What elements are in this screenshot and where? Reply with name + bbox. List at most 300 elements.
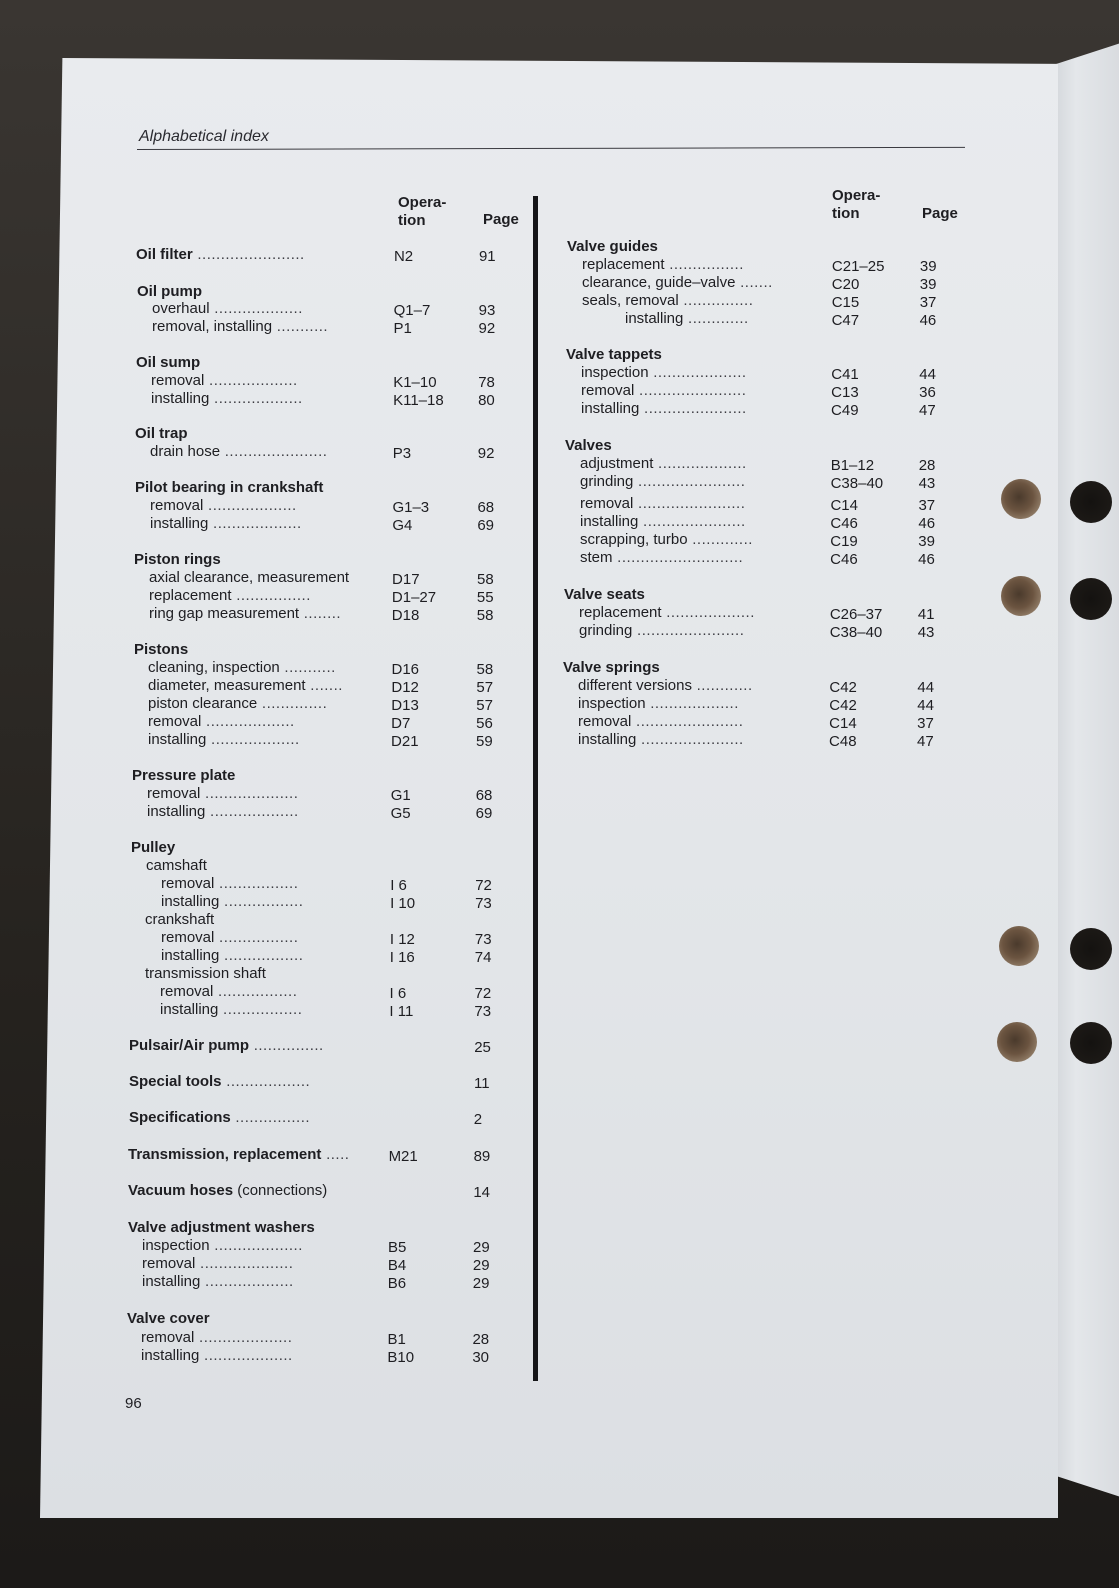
entry-label: installing xyxy=(151,390,210,407)
operation-code: B1 xyxy=(387,1331,406,1348)
page-reference: 68 xyxy=(477,499,495,516)
entry-label: Valve tappets xyxy=(566,346,662,363)
index-heading xyxy=(128,1219,315,1237)
index-subentry xyxy=(580,531,753,549)
dot-leader: ................... xyxy=(208,515,302,532)
page-reference: 58 xyxy=(476,607,494,624)
index-heading xyxy=(128,1182,327,1200)
page-reference: 47 xyxy=(919,402,936,419)
index-subentry xyxy=(145,965,266,983)
index-subentry xyxy=(582,274,773,292)
page-reference: 25 xyxy=(474,1039,491,1056)
entry-label: removal xyxy=(142,1255,196,1272)
entry-label: removal xyxy=(578,713,632,730)
page-reference: 72 xyxy=(475,877,492,894)
entry-label: inspection xyxy=(578,695,646,712)
operation-code: C41 xyxy=(831,366,859,383)
dot-leader: ................. xyxy=(219,947,304,964)
page-reference: 46 xyxy=(919,312,937,329)
dot-leader: ....... xyxy=(305,677,343,694)
index-subentry xyxy=(161,929,298,947)
dot-leader: ........... xyxy=(272,318,329,335)
page-reference: 73 xyxy=(475,895,492,912)
entry-label: stem xyxy=(580,549,613,566)
entry-label: installing xyxy=(142,1273,201,1290)
punch-hole-4 xyxy=(997,1022,1037,1062)
index-subentry xyxy=(161,875,298,893)
index-subentry xyxy=(578,713,743,731)
index-subentry xyxy=(580,455,747,473)
index-heading xyxy=(134,551,221,569)
entry-label: crankshaft xyxy=(145,911,215,928)
page-reference: 89 xyxy=(473,1148,491,1165)
page-reference: 37 xyxy=(917,715,934,732)
page-reference: 92 xyxy=(477,445,495,462)
dot-leader: ................. xyxy=(214,929,299,946)
operation-code: C26–37 xyxy=(829,606,883,623)
dot-leader: ....................... xyxy=(634,382,747,399)
dot-leader: ................. xyxy=(214,875,299,892)
operation-code: C13 xyxy=(831,384,859,401)
page-reference: 43 xyxy=(918,475,936,492)
operation-code: C38–40 xyxy=(830,475,884,492)
index-subentry xyxy=(579,604,755,622)
entry-label: grinding xyxy=(579,622,633,639)
entry-label: installing xyxy=(581,400,640,417)
binder-hole-4 xyxy=(1070,1022,1112,1064)
operation-code: B5 xyxy=(388,1239,407,1256)
entry-label: installing xyxy=(141,1347,200,1364)
operation-code: I 11 xyxy=(389,1003,414,1020)
entry-label: removal xyxy=(160,983,214,1000)
punch-hole-1 xyxy=(1001,479,1041,519)
page-reference: 58 xyxy=(477,571,494,588)
entry-label: overhaul xyxy=(152,300,210,317)
index-subentry xyxy=(580,495,745,513)
entry-label: installing xyxy=(578,731,637,748)
index-heading xyxy=(136,354,200,372)
page-reference: 28 xyxy=(472,1331,490,1348)
operation-code: B1–12 xyxy=(830,457,875,474)
dot-leader: .................... xyxy=(195,1255,294,1272)
entry-label: removal xyxy=(161,929,215,946)
page-reference: 58 xyxy=(476,661,494,678)
dot-leader: ............ xyxy=(691,677,753,694)
index-heading xyxy=(129,1037,324,1055)
operation-code: C20 xyxy=(831,276,860,293)
section-title: Alphabetical index xyxy=(139,128,269,145)
operation-code: B10 xyxy=(387,1349,415,1366)
entry-label: diameter, measurement xyxy=(148,677,306,694)
index-heading xyxy=(132,767,235,785)
page-reference: 59 xyxy=(476,733,493,750)
operation-code: D13 xyxy=(391,697,419,714)
index-subentry xyxy=(581,400,747,418)
entry-label: installing xyxy=(161,947,220,964)
page-reference: 92 xyxy=(478,320,496,337)
operation-code: D12 xyxy=(391,679,419,696)
dot-leader: ................... xyxy=(209,300,303,317)
dot-leader: .................... xyxy=(194,1329,293,1346)
operation-code: C49 xyxy=(831,402,859,419)
entry-label: Pulsair/Air pump xyxy=(129,1037,250,1054)
operation-code: B4 xyxy=(387,1257,407,1274)
entry-label: drain hose xyxy=(150,443,221,460)
operation-code: G4 xyxy=(392,517,413,534)
entry-label: removal xyxy=(581,382,635,399)
dot-leader: ................... xyxy=(200,1273,294,1290)
index-subentry xyxy=(161,947,303,965)
dot-leader: ............... xyxy=(249,1037,324,1054)
operation-code: C38–40 xyxy=(829,624,883,641)
entry-label: installing xyxy=(148,731,207,748)
page-reference: 14 xyxy=(473,1184,491,1201)
index-subentry xyxy=(149,569,349,587)
operation-code: I 6 xyxy=(389,985,407,1002)
page-reference: 44 xyxy=(917,697,934,714)
right-page-header: Page xyxy=(922,205,958,222)
dot-leader: ................ xyxy=(230,1109,311,1126)
dot-leader: ....................... xyxy=(633,495,746,512)
index-subentry xyxy=(152,300,303,318)
index-subentry xyxy=(142,1237,303,1255)
index-heading xyxy=(136,246,305,264)
entry-label: installing xyxy=(625,310,684,327)
operation-code: C15 xyxy=(831,294,860,311)
entry-label: installing xyxy=(147,803,206,820)
operation-code: C14 xyxy=(829,715,857,732)
page-reference: 43 xyxy=(917,624,935,641)
index-subentry xyxy=(148,731,300,749)
operation-code: D7 xyxy=(391,715,411,732)
dot-leader: .................. xyxy=(221,1073,311,1090)
entry-label: removal, installing xyxy=(152,318,273,335)
page-reference: 57 xyxy=(476,697,493,714)
index-heading xyxy=(135,425,188,443)
operation-code: C46 xyxy=(830,551,858,568)
index-subentry xyxy=(142,1273,294,1291)
dot-leader: ...................... xyxy=(639,400,747,417)
index-subentry xyxy=(146,857,207,875)
index-heading xyxy=(128,1146,349,1164)
entry-label: removal xyxy=(141,1329,195,1346)
entry-label: removal xyxy=(147,785,201,802)
index-heading xyxy=(134,641,188,659)
entry-label: Piston rings xyxy=(134,551,221,568)
entry-label: Pilot bearing in crankshaft xyxy=(135,479,324,496)
page-reference: 68 xyxy=(475,787,493,804)
entry-label: Special tools xyxy=(129,1073,222,1090)
dot-leader: ............. xyxy=(683,310,749,327)
dot-leader: ................. xyxy=(213,983,298,1000)
dot-leader: ................... xyxy=(201,713,295,730)
page-reference: 78 xyxy=(478,374,495,391)
index-subentry xyxy=(149,587,311,605)
index-subentry xyxy=(578,695,739,713)
punch-hole-3 xyxy=(999,926,1039,966)
entry-qualifier: (connections) xyxy=(233,1182,328,1199)
entry-label: Oil filter xyxy=(136,246,193,263)
operation-code: C48 xyxy=(829,733,857,750)
dot-leader: ................. xyxy=(219,893,304,910)
dot-leader: ....................... xyxy=(632,622,745,639)
entry-label: removal xyxy=(148,713,202,730)
operation-code: I 16 xyxy=(389,949,415,966)
entry-label: installing xyxy=(161,893,220,910)
index-subentry xyxy=(148,659,336,677)
index-subentry xyxy=(147,803,299,821)
index-heading xyxy=(129,1109,310,1127)
right-operation-header: Opera- tion xyxy=(832,187,881,222)
entry-label: transmission shaft xyxy=(145,965,266,982)
entry-label: Valve guides xyxy=(567,238,658,255)
punch-hole-2 xyxy=(1001,576,1041,616)
dot-leader: ................... xyxy=(203,497,297,514)
page-reference: 29 xyxy=(472,1275,490,1292)
operation-code: I 12 xyxy=(389,931,415,948)
index-heading xyxy=(567,238,658,256)
index-subentry xyxy=(150,497,297,515)
dot-leader: ....... xyxy=(735,274,773,291)
page-reference: 28 xyxy=(918,457,936,474)
entry-label: Oil pump xyxy=(137,283,202,300)
dot-leader: .............. xyxy=(257,695,328,712)
page-reference: 72 xyxy=(474,985,492,1002)
index-heading xyxy=(564,586,645,604)
dot-leader: ....................... xyxy=(633,473,746,490)
operation-code: C42 xyxy=(829,697,857,714)
operation-code: D21 xyxy=(391,733,419,750)
dot-leader: ............. xyxy=(687,531,753,548)
dot-leader: ................. xyxy=(218,1001,303,1018)
operation-code: D1–27 xyxy=(391,589,437,606)
page-reference: 41 xyxy=(917,606,935,623)
entry-label: removal xyxy=(150,497,204,514)
dot-leader: .................... xyxy=(648,364,747,381)
index-subentry xyxy=(580,473,745,491)
page-reference: 39 xyxy=(918,533,935,550)
index-subentry xyxy=(578,731,744,749)
index-subentry xyxy=(625,310,749,328)
index-subentry xyxy=(142,1255,293,1273)
dot-leader: ....................... xyxy=(631,713,744,730)
operation-code: I 10 xyxy=(390,895,416,912)
page-reference: 46 xyxy=(918,515,936,532)
entry-label: removal xyxy=(151,372,205,389)
operation-code: B6 xyxy=(387,1275,407,1292)
dot-leader: ...................... xyxy=(638,513,746,530)
entry-label: clearance, guide–valve xyxy=(582,274,736,291)
page-reference: 39 xyxy=(919,276,937,293)
dot-leader: ................... xyxy=(209,390,303,407)
entry-label: installing xyxy=(150,515,209,532)
entry-label: inspection xyxy=(581,364,649,381)
index-subentry xyxy=(578,677,753,695)
dot-leader: ...................... xyxy=(220,443,328,460)
entry-label: scrapping, turbo xyxy=(580,531,688,548)
index-subentry xyxy=(141,1347,293,1365)
operation-code: K1–10 xyxy=(393,374,437,391)
binder-hole-3 xyxy=(1070,928,1112,970)
entry-label: Valve cover xyxy=(127,1310,210,1327)
index-subentry xyxy=(582,292,753,310)
dot-leader: ..... xyxy=(321,1146,350,1163)
entry-label: ring gap measurement xyxy=(149,605,300,622)
entry-label: replacement xyxy=(149,587,232,604)
dot-leader: ........... xyxy=(279,659,336,676)
entry-label: installing xyxy=(160,1001,219,1018)
entry-label: Valves xyxy=(565,437,612,454)
index-subentry xyxy=(145,911,214,929)
page-reference: 44 xyxy=(919,366,936,383)
entry-label: seals, removal xyxy=(582,292,679,309)
page-reference: 73 xyxy=(474,931,492,948)
entry-label: piston clearance xyxy=(148,695,258,712)
index-subentry xyxy=(582,256,744,274)
entry-label: Pulley xyxy=(131,839,176,856)
entry-label: camshaft xyxy=(146,857,207,874)
index-subentry xyxy=(579,622,744,640)
operation-code: P1 xyxy=(393,320,412,337)
entry-label: axial clearance, measurement xyxy=(149,569,350,586)
index-subentry xyxy=(580,513,746,531)
entry-label: Pistons xyxy=(134,641,189,658)
operation-code: C47 xyxy=(831,312,860,329)
page-reference: 29 xyxy=(473,1239,490,1256)
index-heading xyxy=(137,283,202,301)
column-divider xyxy=(533,196,538,1381)
dot-leader: ................... xyxy=(204,372,298,389)
left-page-header: Page xyxy=(483,211,519,228)
page-reference: 44 xyxy=(917,679,935,696)
index-subentry xyxy=(151,390,303,408)
binder-hole-1 xyxy=(1070,481,1112,523)
operation-code: C14 xyxy=(830,497,858,514)
operation-code: C19 xyxy=(830,533,858,550)
page-reference: 37 xyxy=(919,294,937,311)
index-subentry xyxy=(160,1001,302,1019)
entry-label: different versions xyxy=(578,677,692,694)
entry-label: Vacuum hoses xyxy=(128,1182,234,1199)
index-heading xyxy=(566,346,662,364)
entry-label: Valve seats xyxy=(564,586,645,603)
operation-code: D17 xyxy=(392,571,420,588)
entry-label: installing xyxy=(580,513,639,530)
binder-hole-2 xyxy=(1070,578,1112,620)
index-subentry xyxy=(148,695,327,713)
index-heading xyxy=(131,839,175,857)
entry-label: replacement xyxy=(579,604,662,621)
dot-leader: ...................... xyxy=(636,731,744,748)
dot-leader: ............... xyxy=(678,292,754,309)
index-subentry xyxy=(147,785,298,803)
dot-leader: ................ xyxy=(231,587,311,604)
page-reference: 69 xyxy=(475,805,493,822)
dot-leader: ....................... xyxy=(192,246,305,263)
index-subentry xyxy=(150,443,327,461)
dot-leader: ................... xyxy=(653,455,747,472)
left-operation-header: Opera- tion xyxy=(398,194,447,229)
page-number: 96 xyxy=(125,1395,142,1412)
entry-label: Transmission, replacement xyxy=(128,1146,322,1163)
page-reference: 80 xyxy=(478,392,495,409)
entry-label: inspection xyxy=(142,1237,210,1254)
operation-code: C42 xyxy=(829,679,857,696)
index-subentry xyxy=(148,713,295,731)
operation-code: C46 xyxy=(830,515,858,532)
entry-label: removal xyxy=(580,495,634,512)
index-subentry xyxy=(160,983,297,1001)
page-reference: 56 xyxy=(476,715,493,732)
page-reference: 57 xyxy=(476,679,494,696)
page-reference: 93 xyxy=(478,302,496,319)
page-reference: 36 xyxy=(919,384,936,401)
operation-code: N2 xyxy=(393,248,414,265)
index-subentry xyxy=(161,893,303,911)
dot-leader: ........ xyxy=(299,605,342,622)
index-subentry xyxy=(150,515,302,533)
index-heading xyxy=(135,479,323,497)
page-reference: 69 xyxy=(477,517,495,534)
page-reference: 39 xyxy=(919,258,937,275)
entry-label: removal xyxy=(161,875,215,892)
operation-code: P3 xyxy=(392,445,412,462)
entry-label: Specifications xyxy=(129,1109,231,1126)
page-reference: 47 xyxy=(917,733,934,750)
entry-label: replacement xyxy=(582,256,665,273)
dot-leader: .................... xyxy=(200,785,299,802)
dot-leader: ........................... xyxy=(612,549,744,566)
operation-code: C21–25 xyxy=(831,258,885,275)
page-reference: 74 xyxy=(474,949,492,966)
entry-label: Valve springs xyxy=(563,659,660,676)
operation-code: D18 xyxy=(391,607,420,624)
operation-code: M21 xyxy=(388,1148,418,1165)
index-subentry xyxy=(149,605,341,623)
dot-leader: ................... xyxy=(199,1347,293,1364)
index-subentry xyxy=(151,372,298,390)
page-reference: 55 xyxy=(476,589,494,606)
index-heading xyxy=(129,1073,310,1091)
entry-label: adjustment xyxy=(580,455,654,472)
index-subentry xyxy=(581,382,746,400)
operation-code: Q1–7 xyxy=(393,302,431,319)
index-subentry xyxy=(580,549,743,567)
dot-leader: ................... xyxy=(205,803,299,820)
page-reference: 46 xyxy=(918,551,935,568)
page-reference: 11 xyxy=(474,1075,490,1092)
index-subentry xyxy=(152,318,328,336)
dot-leader: ................... xyxy=(209,1237,303,1254)
entry-label: Valve adjustment washers xyxy=(128,1219,315,1236)
entry-label: Oil sump xyxy=(136,354,201,371)
page-reference: 30 xyxy=(472,1349,490,1366)
page-reference: 37 xyxy=(918,497,936,514)
entry-label: grinding xyxy=(580,473,634,490)
dot-leader: ................... xyxy=(661,604,755,621)
entry-label: Pressure plate xyxy=(132,767,236,784)
index-heading xyxy=(565,437,612,455)
index-subentry xyxy=(581,364,747,382)
dot-leader: ................... xyxy=(206,731,300,748)
operation-code: K11–18 xyxy=(393,392,444,409)
page-reference: 91 xyxy=(478,248,496,265)
operation-code: G1 xyxy=(390,787,411,804)
dot-leader: ................... xyxy=(645,695,739,712)
page-reference: 2 xyxy=(473,1111,483,1128)
index-subentry xyxy=(141,1329,292,1347)
index-heading xyxy=(563,659,660,677)
